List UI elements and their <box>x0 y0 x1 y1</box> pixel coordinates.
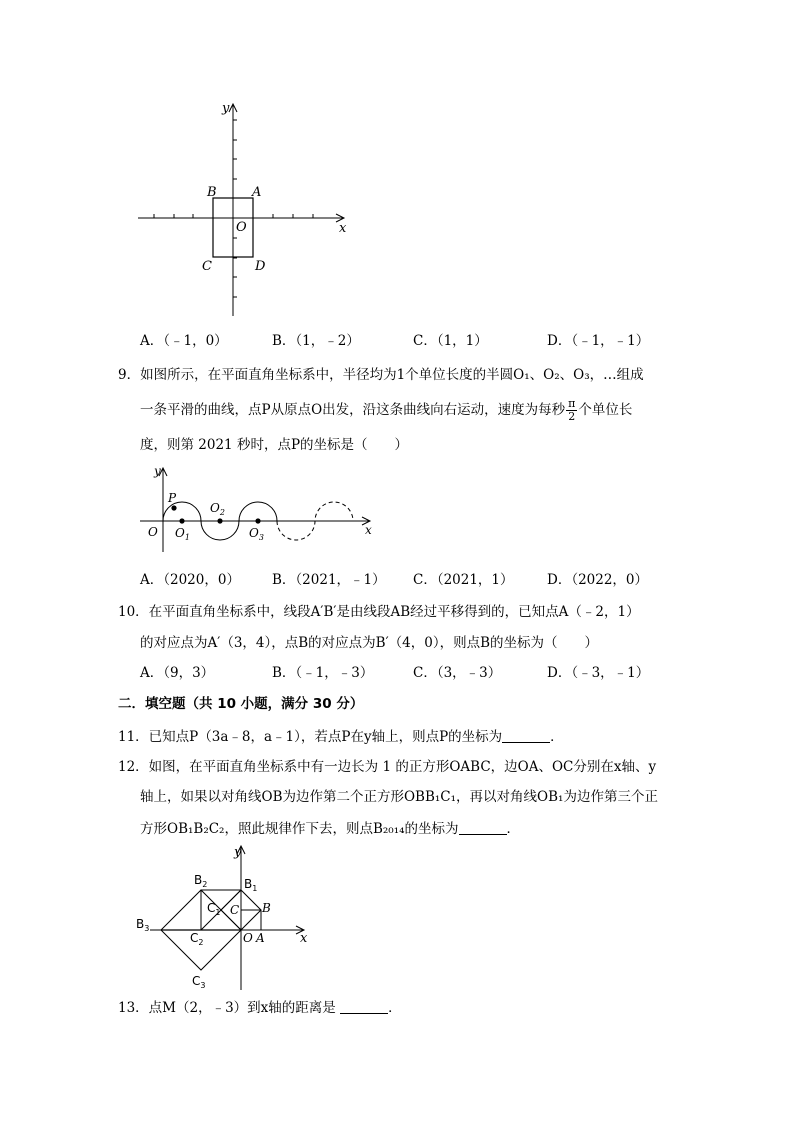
point-b3-label: $B_3$ <box>136 917 150 933</box>
q10-option-a[interactable]: A．（9，3） <box>140 665 215 681</box>
q9-line-2 <box>140 398 632 423</box>
q12-line-1: 12．如图，在平面直角坐标系中有一边长为 1 的正方形OABC，边OA、OC分别在x轴、y <box>118 759 657 775</box>
point-b1-label: $B_1$ <box>244 877 258 893</box>
q8-option-c[interactable]: C．（1，1） <box>413 333 488 349</box>
q11-answer-blank[interactable] <box>502 728 550 743</box>
q10-option-d[interactable]: D．（﹣3，﹣1） <box>547 665 650 681</box>
q9-option-a[interactable]: A．（2020，0） <box>140 572 240 588</box>
point-a-label: A <box>252 185 262 200</box>
y-axis-label: y <box>222 101 230 116</box>
q11-text: 11．已知点P（3a﹣8，a﹣1），若点P在y轴上，则点P的坐标为 <box>118 729 503 745</box>
q9-fraction <box>566 398 577 423</box>
point-c1-label: $C_1$ <box>207 901 221 917</box>
center-o2-label: $O_2$ <box>210 501 225 517</box>
q10-option-c[interactable]: C．（3，﹣3） <box>413 665 502 681</box>
q12-line-3-text: 方形OB₁B₂C₂，照此规律作下去，则点B₂₀₁₄的坐标为 <box>140 821 459 837</box>
origin-label: O <box>243 931 253 945</box>
figure-nested-squares <box>134 842 314 992</box>
q13-end: ． <box>388 1000 402 1016</box>
point-p-label: P <box>168 491 177 505</box>
q9-option-c[interactable]: C．（2021，1） <box>413 572 514 588</box>
q12-line-2: 轴上，如果以对角线OB为边作第二个正方形OBB₁C₁，再以对角线OB₁为边作第三个正 <box>140 789 658 805</box>
x-axis-label: x <box>300 931 308 946</box>
point-a-label: A <box>256 931 265 945</box>
center-o3-label: $O_3$ <box>249 526 264 542</box>
x-axis-label: x <box>365 523 372 537</box>
point-c2-label: $C_2$ <box>190 931 204 947</box>
q9-line-2-text: 一条平滑的曲线，点P从原点O出发，沿这条曲线向右运动，速度为每秒 <box>140 402 566 418</box>
q8-option-b[interactable]: B．（1，﹣2） <box>272 333 360 349</box>
q9-line-3: 度，则第 2021 秒时，点P的坐标是（ ） <box>140 437 409 453</box>
x-axis-label: x <box>339 221 347 236</box>
q10-option-b[interactable]: B．（﹣1，﹣3） <box>272 665 374 681</box>
q8-option-a[interactable]: A．（﹣1，0） <box>140 333 228 349</box>
q12-answer-blank[interactable] <box>459 820 507 835</box>
q10-line-1: 10．在平面直角坐标系中，线段A′B′是由线段AB经过平移得到的，已知点A（﹣2，1） <box>118 604 640 620</box>
point-c-label: C <box>230 903 240 917</box>
q9-line-2-end: 个单位长 <box>578 402 633 418</box>
center-o1-label: $O_1$ <box>175 526 190 542</box>
q12-end: ． <box>506 821 521 837</box>
origin-label: O <box>148 525 158 539</box>
q9-line-1: 9．如图所示，在平面直角坐标系中，半径均为1个单位长度的半圆O₁、O₂、O₃，…组成 <box>118 367 644 383</box>
q11-line <box>118 726 564 748</box>
q12-line-3 <box>140 818 520 840</box>
q10-line-2: 的对应点为A′（3，4），点B的对应点为B′（4，0），则点B的坐标为（ ） <box>140 635 598 651</box>
y-axis-label: y <box>154 464 161 478</box>
q9-option-b[interactable]: B．（2021，﹣1） <box>272 572 386 588</box>
figure-rectangle-abcd <box>134 98 352 320</box>
q9-fraction-numerator: π <box>568 397 576 410</box>
point-c3-label: $C_3$ <box>192 974 206 990</box>
point-b-label: B <box>262 901 271 915</box>
y-axis-label: y <box>234 845 242 860</box>
origin-label: O <box>236 220 247 235</box>
figure-semicircle-curve <box>138 462 378 554</box>
q13-line <box>118 997 402 1019</box>
q13-answer-blank[interactable] <box>340 999 388 1014</box>
q9-fraction-denominator: 2 <box>568 410 576 423</box>
section-fill-in-title: 二．填空题（共 10 小题，满分 30 分） <box>118 696 364 712</box>
point-b2-label: $B_2$ <box>194 873 208 889</box>
q9-option-d[interactable]: D．（2022，0） <box>547 572 649 588</box>
point-b-label: B <box>207 185 217 200</box>
q8-option-d[interactable]: D．（﹣1，﹣1） <box>547 333 650 349</box>
q11-end: ． <box>550 729 564 745</box>
point-d-label: D <box>255 259 266 274</box>
q13-text: 13．点M（2，﹣3）到x轴的距离是 <box>118 1000 336 1016</box>
point-c-label: C <box>202 259 212 274</box>
